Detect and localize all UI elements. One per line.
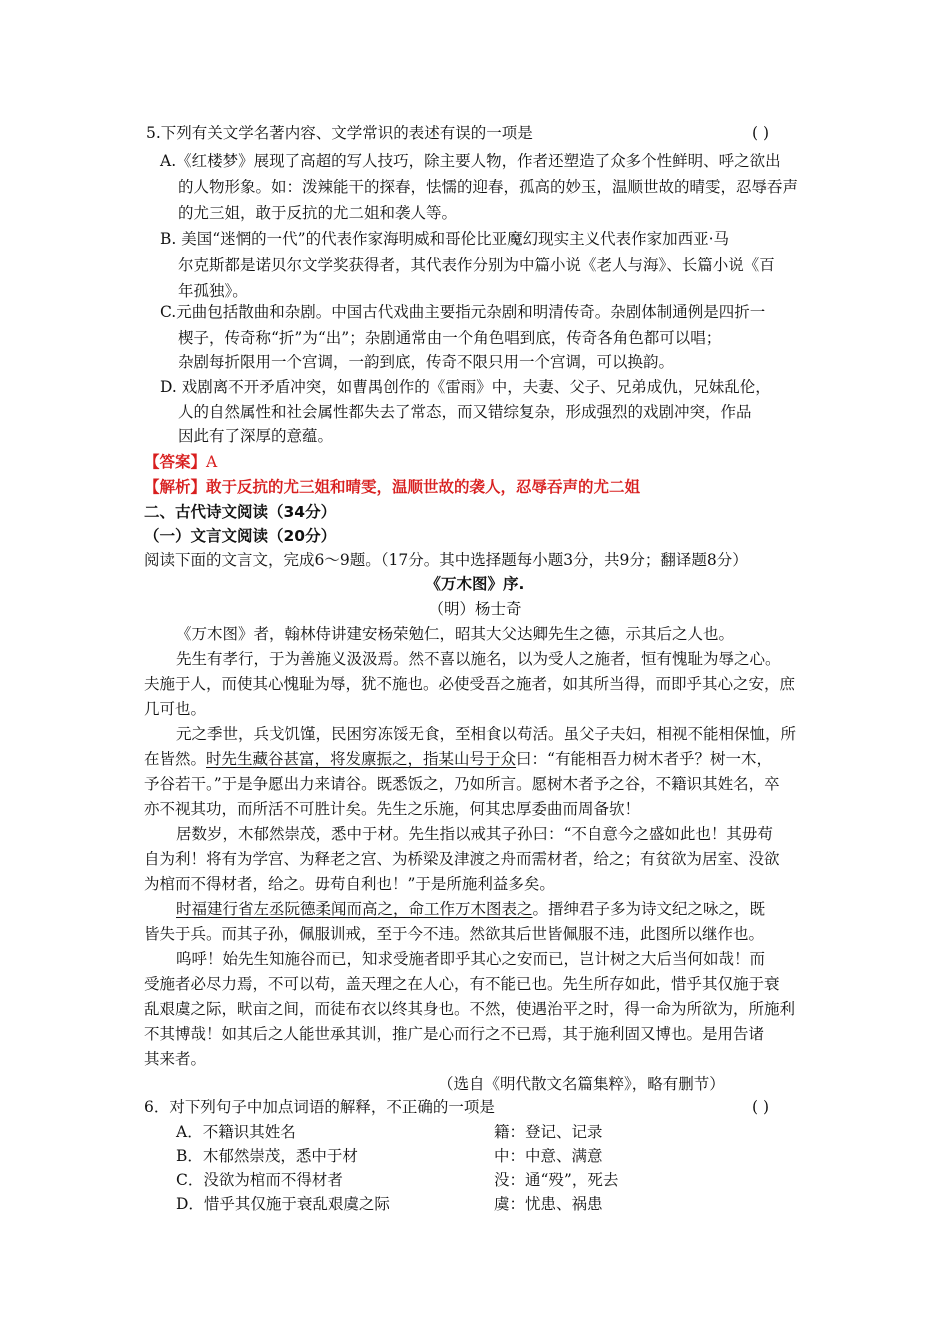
passage-line-start: 在皆然。: [144, 750, 207, 768]
passage-line: 其来者。: [144, 1050, 207, 1068]
q5-answer: [144, 451, 217, 473]
underlined-sentence-2: 时福建行省左丞阮德柔闻而高之，命工作万木图表之: [176, 900, 533, 918]
passage-line: 元之季世，兵戈饥馑，民困穷冻馁无食，至相食以苟活。虽父子夫妇，相视不能相保恤，所: [176, 725, 797, 743]
q5-option-b-line1: B. 美国“迷惘的一代”的代表作家海明威和哥伦比亚魔幻现实主义代表作家加西亚·马: [160, 230, 730, 248]
q6-option-a: A．不籍识其姓名: [176, 1123, 296, 1141]
q5-option-b-line2: 尔克斯都是诺贝尔文学奖获得者，其代表作分别为中篇小说《老人与海》、长篇小说《百: [178, 256, 775, 274]
passage-line: 呜呼！始先生知施谷而已，知求受施者即乎其心之安而已，岂计树之大后当何如哉！而: [176, 950, 766, 968]
passage-line: 几可也。: [144, 700, 207, 718]
q6-answer-bracket: ( ): [752, 1098, 770, 1116]
passage-line: 皆失于兵。而其子孙，佩服训戒，至于今不违。然欲其后世皆佩服不违，此图所以继作也。: [144, 925, 765, 943]
underlined-sentence-1: 时先生藏谷甚富，将发廪振之，指某山号于众: [206, 750, 517, 768]
passage-line: [176, 898, 765, 920]
passage-line: 为棺而不得材者，给之。毋苟自利也！”于是所施利益多矣。: [144, 875, 555, 893]
q5-option-b-line3: 年孤独》。: [178, 282, 248, 300]
q5-option-a-line3: 的尤三姐，敢于反抗的尤二姐和袭人等。: [178, 204, 458, 222]
q5-option-d-line1: D. 戏剧离不开矛盾冲突，如曹禺创作的《雷雨》中，夫妻、父子、兄弟成仇，兄妹乱伦，: [160, 378, 771, 396]
section2-subtitle: （一）文言文阅读（20分）: [144, 527, 337, 545]
q5-answer-bracket: ( ): [752, 124, 770, 142]
q5-option-a-line1: A.《红楼梦》展现了高超的写人技巧，除主要人物，作者还塑造了众多个性鲜明、呼之欲出: [160, 152, 781, 170]
passage-line: 予谷若干。”于是争愿出力来请谷。既悉饭之，乃如所言。愿树木者予之谷，不籍识其姓名，卒: [144, 775, 780, 793]
passage-line: 受施者必尽力焉，不可以苟，盖天理之在人心，有不能已也。先生所存如此，惜乎其仅施于衰: [144, 975, 780, 993]
passage-line: 夫施于人，而使其心愧耻为辱，犹不施也。必使受吾之施者，如其所当得，而即乎其心之安，庶: [144, 675, 796, 693]
passage-line: 自为利！将有为学宫、为释老之宫、为桥梁及津渡之舟而需材者，给之；有贫欲为居室、没欲: [144, 850, 780, 868]
q6-option-c: C．没欲为棺而不得材者: [176, 1171, 343, 1189]
passage-line-end: 。搢绅君子多为诗文纪之咏之，既: [532, 900, 766, 918]
passage-title: 《万木图》序.: [425, 575, 525, 593]
q5-option-d-line3: 因此有了深厚的意蕴。: [178, 427, 334, 445]
q5-option-c-line1: C.元曲包括散曲和杂剧。中国古代戏曲主要指元杂剧和明清传奇。杂剧体制通例是四折一: [160, 303, 766, 321]
q5-option-c-line3: 杂剧每折限用一个宫调，一韵到底，传奇不限只用一个宫调，可以换韵。: [178, 353, 675, 371]
answer-label: 【答案】: [144, 453, 207, 471]
passage-line: [144, 748, 772, 770]
reading-instructions: 阅读下面的文言文，完成6～9题。（17分。其中选择题每小题3分，共9分；翻译题8分）: [144, 551, 748, 569]
q6-option-d-definition: 虞：忧患、祸患: [494, 1195, 603, 1213]
analysis-label: 【解析】: [144, 478, 207, 496]
q5-option-c-line2: 楔子，传奇称“折”为“出”；杂剧通常由一个角色唱到底，传奇各角色都可以唱；: [178, 329, 722, 347]
answer-value: A: [206, 453, 218, 471]
passage-source: （选自《明代散文名篇集粹》，略有删节）: [438, 1075, 725, 1093]
q6-option-b-definition: 中：中意、满意: [494, 1147, 603, 1165]
q5-option-a-line2: 的人物形象。如：泼辣能干的探春，怯懦的迎春，孤高的妙玉，温顺世故的晴雯，忍辱吞声: [178, 178, 799, 196]
passage-author: （明）杨士奇: [428, 600, 522, 618]
q5-analysis: [144, 476, 640, 498]
passage-line-end: 曰：“有能相吾力树木者乎？树一木，: [516, 750, 772, 768]
analysis-text: 敢于反抗的尤三姐和晴雯，温顺世故的袭人，忍辱吞声的尤二姐: [206, 478, 641, 496]
q6-option-c-definition: 没：通“殁”，死去: [494, 1171, 619, 1189]
q6-option-d: D．惜乎其仅施于衰乱艰虞之际: [176, 1195, 390, 1213]
q5-option-d-line2: 人的自然属性和社会属性都失去了常态，而又错综复杂，形成强烈的戏剧冲突，作品: [178, 403, 752, 421]
passage-line: 先生有孝行，于为善施义汲汲焉。然不喜以施名，以为受人之施者，恒有愧耻为辱之心。: [176, 650, 781, 668]
passage-line: 亦不视其功，而所活不可胜计矣。先生之乐施，何其忠厚委曲而周备欤！: [144, 800, 641, 818]
passage-line: 居数岁，木郁然崇茂，悉中于材。先生指以戒其子孙曰：“不自意今之盛如此也！其毋苟: [176, 825, 773, 843]
q6-stem: 6．对下列句子中加点词语的解释，不正确的一项是: [144, 1098, 495, 1116]
q6-option-a-definition: 籍：登记、记录: [494, 1123, 603, 1141]
passage-line: 《万木图》者，翰林侍讲建安杨荣勉仁，昭其大父达卿先生之德，示其后之人也。: [176, 625, 735, 643]
passage-line: 不其博哉！如其后之人能世承其训，推广是心而行之不已焉，其于施利固又博也。是用告诸: [144, 1025, 765, 1043]
passage-line: 乱艰虞之际，畎亩之间，而徒布衣以终其身也。不然，使遇治平之时，得一命为所欲为，所施利: [144, 1000, 796, 1018]
q5-stem: 5.下列有关文学名著内容、文学常识的表述有误的一项是: [146, 124, 533, 142]
q6-option-b: B．木郁然崇茂，悉中于材: [176, 1147, 358, 1165]
section2-title: 二、古代诗文阅读（34分）: [144, 503, 337, 521]
